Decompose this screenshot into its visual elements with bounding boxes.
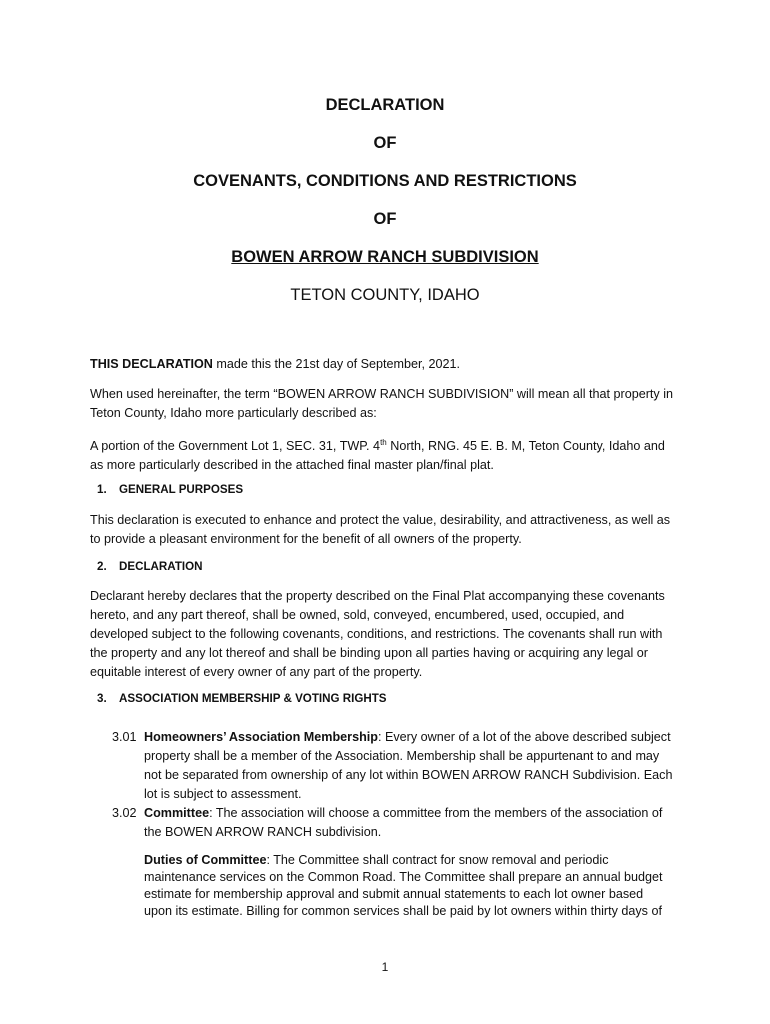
title-of-2: OF bbox=[373, 210, 397, 228]
section-1-number: 1. bbox=[97, 483, 107, 496]
section-1-line-1: This declaration is executed to enhance and protect the value, desirability, and attractiveness, as well as bbox=[90, 513, 671, 527]
section-1-title: GENERAL PURPOSES bbox=[119, 483, 244, 496]
section-3-01-text-1: : Every owner of a lot of the above described subject bbox=[377, 730, 671, 744]
section-3-01-body bbox=[144, 728, 682, 804]
title-subdivision bbox=[0, 248, 770, 267]
duties-line-2: maintenance services on the Common Road. The Committee shall prepare an annual budget bbox=[144, 870, 663, 884]
definition-line-1: When used hereinafter, the term “BOWEN ARROW RANCH SUBDIVISION” will mean all that property in bbox=[90, 387, 673, 401]
section-2-line-5: equitable interest of every owner of any part of the property. bbox=[90, 665, 423, 679]
legal-line-1b: North, RNG. 45 E. B. M, Teton County, Idaho and bbox=[386, 439, 665, 454]
section-3-01-bold: Homeowners’ Association Membership bbox=[144, 730, 378, 744]
section-1-line-2: to provide a pleasant environment for the benefit of all owners of the property. bbox=[90, 532, 522, 546]
intro-rest: made this the 21st day of September, 2021. bbox=[212, 357, 461, 371]
section-3-02-line-2: the BOWEN ARROW RANCH subdivision. bbox=[144, 825, 382, 839]
title-covenants: COVENANTS, CONDITIONS AND RESTRICTIONS bbox=[193, 172, 577, 190]
section-3-heading bbox=[97, 692, 387, 705]
section-3-01-line-4: lot is subject to assessment. bbox=[144, 787, 302, 801]
title-county: TETON COUNTY, IDAHO bbox=[290, 286, 480, 304]
legal-line-1a: A portion of the Government Lot 1, SEC. 31, TWP. 4 bbox=[90, 439, 381, 454]
legal-description-line-1 bbox=[90, 433, 690, 456]
section-2-heading bbox=[97, 560, 203, 573]
section-2-line-2: hereto, and any part thereof, shall be owned, sold, conveyed, encumbered, used, occupied, and bbox=[90, 608, 625, 622]
section-3-01-line-3: not be separated from ownership of any lot within BOWEN ARROW RANCH Subdivision. Each bbox=[144, 768, 673, 782]
section-3-02-text-1: : The association will choose a committee from the members of the association of bbox=[209, 806, 663, 820]
section-3-02-bold: Committee bbox=[144, 806, 210, 820]
section-3-01 bbox=[112, 728, 682, 804]
section-3-01-number: 3.01 bbox=[112, 730, 137, 744]
title-subdivision-text: BOWEN ARROW RANCH SUBDIVISION bbox=[231, 248, 539, 266]
section-1-body bbox=[90, 511, 690, 549]
title-of-1: OF bbox=[373, 134, 397, 152]
legal-description-line-2: as more particularly described in the attached final master plan/final plat. bbox=[90, 458, 494, 473]
duties-line-1 bbox=[144, 852, 684, 869]
legal-superscript: th bbox=[380, 438, 387, 447]
duties-line-4: upon its estimate. Billing for common services shall be paid by lot owners within thirty days of bbox=[144, 904, 662, 918]
duties-of-committee bbox=[144, 852, 684, 920]
duties-line-3: estimate for membership approval and submit annual statements to each lot owner based bbox=[144, 887, 644, 901]
intro-bold-lead: THIS DECLARATION bbox=[90, 357, 213, 371]
title-declaration: DECLARATION bbox=[325, 96, 445, 114]
section-2-line-1: Declarant hereby declares that the property described on the Final Plat accompanying these covenants bbox=[90, 589, 665, 603]
definition-paragraph bbox=[90, 385, 690, 423]
section-3-01-line-1 bbox=[144, 728, 682, 747]
section-1-heading bbox=[97, 483, 243, 496]
definition-line-2: Teton County, Idaho more particularly described as: bbox=[90, 406, 377, 420]
duties-bold: Duties of Committee bbox=[144, 853, 267, 867]
section-3-number: 3. bbox=[97, 692, 107, 705]
legal-description-paragraph bbox=[90, 433, 690, 475]
page-number: 1 bbox=[381, 960, 389, 974]
section-2-line-3: developed subject to the following covenants, conditions, and restrictions. The covenants shall run with bbox=[90, 627, 663, 641]
section-3-02-number: 3.02 bbox=[112, 806, 137, 820]
section-3-02 bbox=[112, 804, 682, 842]
section-2-line-4: the property and any lot thereof and shall be binding upon all parties having or acquiring any legal or bbox=[90, 646, 648, 660]
section-3-02-line-1 bbox=[144, 804, 682, 823]
section-3-02-body bbox=[144, 804, 682, 842]
duties-text-1: : The Committee shall contract for snow removal and periodic bbox=[266, 853, 609, 867]
section-2-body bbox=[90, 587, 690, 682]
intro-paragraph bbox=[90, 355, 690, 374]
section-2-title: DECLARATION bbox=[119, 560, 203, 573]
section-3-title: ASSOCIATION MEMBERSHIP & VOTING RIGHTS bbox=[119, 692, 387, 705]
section-3-01-line-2: property shall be a member of the Association. Membership shall be appurtenant to and may bbox=[144, 749, 660, 763]
section-2-number: 2. bbox=[97, 560, 107, 573]
